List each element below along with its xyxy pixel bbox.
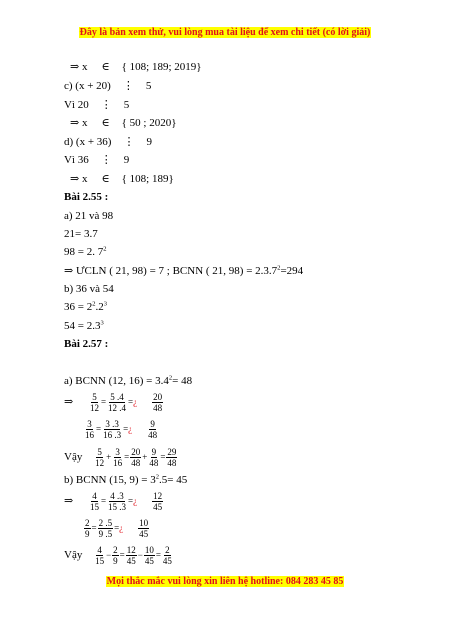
- line-a-pair: a) 21 và 98: [64, 210, 114, 222]
- fraction: [84, 419, 95, 440]
- denominator: 45: [144, 556, 154, 566]
- denominator: 45: [139, 529, 149, 539]
- numerator: 4: [97, 545, 102, 555]
- denominator: 48: [167, 458, 177, 468]
- numerator: 5: [97, 447, 102, 457]
- fraction: [107, 491, 127, 512]
- numerator: 12: [126, 545, 136, 555]
- numerator: 3: [115, 447, 120, 457]
- denominator: 45: [153, 502, 163, 512]
- fraction: [144, 545, 155, 566]
- heading-bai-2-57: Bài 2.57 :: [64, 338, 109, 350]
- denominator: 48: [148, 430, 158, 440]
- line-because-36: Vì 36 ⋮ 9: [64, 154, 130, 166]
- fraction: [112, 545, 119, 566]
- numerator: 10: [144, 545, 154, 555]
- fraction: [152, 491, 163, 512]
- fraction: [130, 447, 141, 468]
- line-x-set-2: ⇒ x ∈ { 50 ; 2020}: [70, 117, 177, 129]
- fraction: [94, 447, 105, 468]
- numerator: 12: [153, 491, 163, 501]
- denominator: 15 .3: [108, 502, 127, 512]
- fraction: [126, 545, 137, 566]
- numerator: 3 .3: [105, 419, 119, 429]
- denominator: 12: [89, 403, 99, 413]
- fraction-row-a1: ⇒ $\frac{5}{12}$ = $\frac{5 .4}{12 .4}$ =¿ $\frac{20}{48}$: [64, 392, 163, 413]
- heading-bai-2-55: Bài 2.55 :: [64, 191, 109, 203]
- fraction: [84, 518, 91, 539]
- numerator: 20: [153, 392, 163, 402]
- denominator: 16: [113, 458, 123, 468]
- denominator: 48: [153, 403, 163, 413]
- fraction: [147, 419, 158, 440]
- denominator: 15: [95, 556, 105, 566]
- line-factor-36: $36 = 2^2.2^3$: [64, 300, 107, 313]
- preview-notice-banner: Đây là bản xem thử, vui lòng mua tài liệu để xem chi tiết (có lời giải): [79, 27, 371, 38]
- denominator: 9 .5: [98, 529, 113, 539]
- fraction: [148, 447, 159, 468]
- fraction: [94, 545, 105, 566]
- numerator: 2: [85, 518, 90, 528]
- hotline-notice-banner: Mọi thắc mắc vui lòng xin liên hệ hotline: 084 283 45 85: [106, 576, 344, 587]
- numerator: 29: [167, 447, 177, 457]
- numerator: 9: [151, 447, 157, 457]
- denominator: 15: [89, 502, 99, 512]
- line-x-set-3: ⇒ x ∈ { 108; 189}: [70, 173, 174, 185]
- denominator: 16: [85, 430, 94, 440]
- denominator: 16 .3: [103, 430, 122, 440]
- numerator: 4 .3: [110, 491, 124, 501]
- numerator: 2 .5: [98, 518, 113, 528]
- fraction: [138, 518, 149, 539]
- numerator: 4: [92, 491, 97, 501]
- line-d-expr: d) (x + 36) ⋮ 9: [64, 136, 152, 148]
- denominator: 12: [95, 458, 105, 468]
- line-bcnn-12-16: a) BCNN (12, $16) = 3.4^2= 48$: [64, 374, 193, 387]
- denominator: 9: [113, 556, 118, 566]
- fraction: [107, 392, 127, 413]
- fraction: [112, 447, 123, 468]
- fraction-row-a3: Vậy $\frac{5}{12}$ + $\frac{3}{16}$ = $\frac{20}{48}$ + $\frac{9}{48}$ = $\frac{29}{48}$: [64, 447, 177, 468]
- line-factor-54: $54 = 2.3^3$: [64, 319, 104, 332]
- numerator: 5: [92, 392, 97, 402]
- line-factor-98: 98 = 2. $7^2$: [64, 245, 107, 258]
- line-factor-21: 21= 3.7: [64, 228, 98, 240]
- line-ucln-bcnn: ⇒ ƯCLN ( 21, 98) = 7 ; BCNN ( 21, $98) = 2.3.7^2=294$: [64, 264, 304, 277]
- line-x-set-1: ⇒ x ∈ { 108; 189; 2019}: [70, 61, 202, 73]
- fraction-row-b1: ⇒ $\frac{4}{15}$ = $\frac{4 .3}{15 .3}$ =¿ $\frac{12}{45}$: [64, 491, 163, 512]
- denominator: 45: [162, 556, 172, 566]
- fraction-row-b2: $\frac{2}{9}$ = $\frac{2 .5}{9 .5}$ =¿ $\frac{10}{45}$: [85, 518, 149, 539]
- numerator: 3: [87, 419, 92, 429]
- fraction: [98, 518, 114, 539]
- fraction: [89, 491, 100, 512]
- fraction-row-b3: Vậy $\frac{4}{15}$ − $\frac{2}{9}$ = $\frac{12}{45}$ − $\frac{10}{45}$ = $\frac{2}{45}$: [64, 545, 172, 566]
- fraction-row-a2: $\frac{3}{16}$ = $\frac{3 .3}{16 .3}$ =¿ $\frac{9}{48}$: [85, 419, 158, 440]
- fraction: [89, 392, 100, 413]
- line-b-pair: b) 36 và 54: [64, 283, 114, 295]
- denominator: 45: [126, 556, 136, 566]
- line-c-expr: c) (x + 20) ⋮ 5: [64, 80, 152, 92]
- numerator: 2: [113, 545, 118, 555]
- fraction: [152, 392, 163, 413]
- numerator: 20: [131, 447, 141, 457]
- fraction: [162, 545, 173, 566]
- fraction: [102, 419, 122, 440]
- denominator: 12 .4: [108, 403, 127, 413]
- fraction: [166, 447, 177, 468]
- denominator: 48: [149, 458, 159, 468]
- denominator: 9: [85, 529, 90, 539]
- numerator: 5 .4: [110, 392, 124, 402]
- line-bcnn-15-9: b) BCNN (15, $9) = 3^2.5= 45$: [64, 473, 188, 486]
- numerator: 2: [165, 545, 170, 555]
- numerator: 10: [139, 518, 149, 528]
- line-because-20: Vì 20 ⋮ 5: [64, 99, 130, 111]
- numerator: 9: [150, 419, 155, 429]
- denominator: 48: [131, 458, 141, 468]
